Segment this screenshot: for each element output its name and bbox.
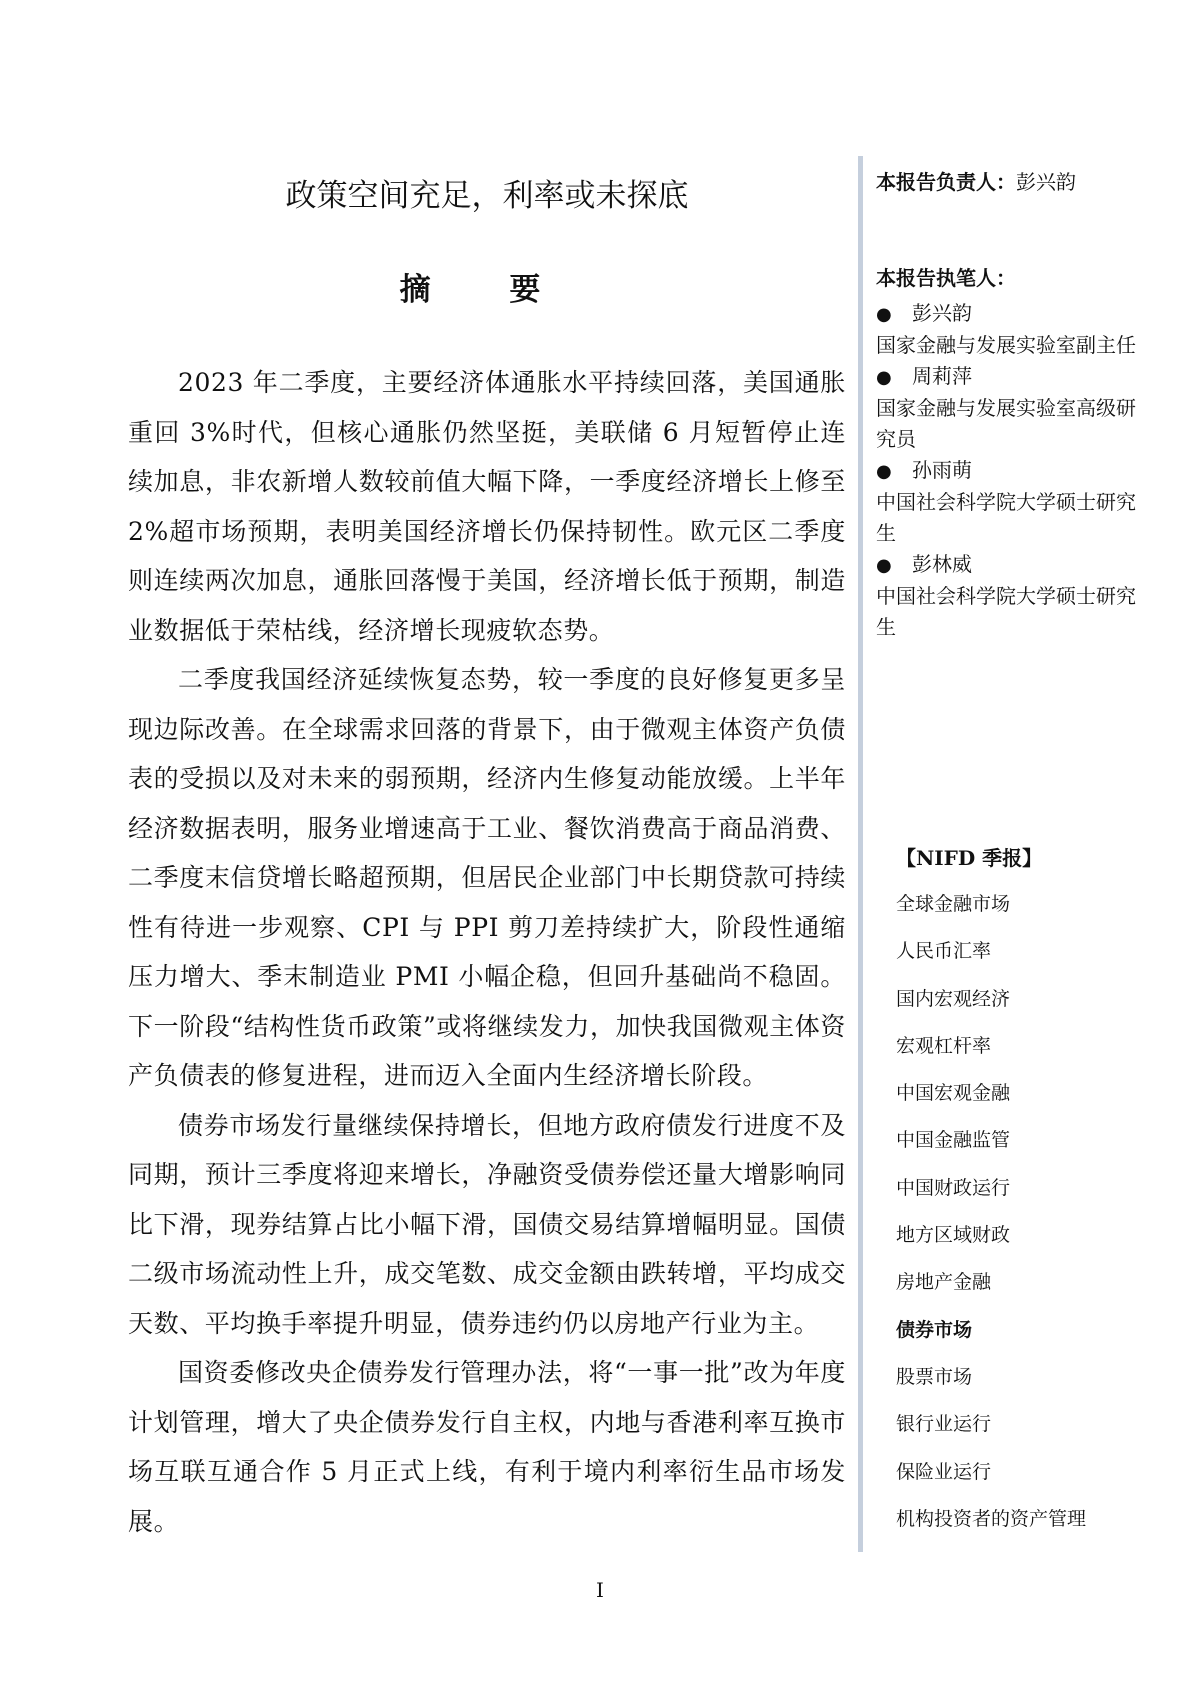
nifd-item: 全球金融市场: [896, 893, 1011, 915]
paragraph: 2023 年二季度，主要经济体通胀水平持续回落，美国通胀重回 3%时代，但核心通胀仍然坚挺，美联储 6 月短暂停止连续加息，非农新增人数较前值大幅下降，一季度经济增长上修至 2%超市场预期，表明美国经济增长仍保持韧性。欧元区二季度则连续两次加息，通胀回落慢于美国，经济增长低于预期，制造业数据低于荣枯线，经济增长现疲软态势。: [128, 368, 846, 645]
abstract-body: [128, 358, 846, 1546]
bullet-icon: ●: [876, 461, 892, 482]
nifd-series-title: 【NIFD 季报】: [896, 846, 1043, 870]
nifd-item: 宏观杠杆率: [896, 1034, 992, 1057]
nifd-item: 房地产金融: [896, 1271, 992, 1294]
bullet-icon: ●: [876, 304, 892, 325]
paragraph: 二季度我国经济延续恢复态势，较一季度的良好修复更多呈现边际改善。在全球需求回落的背景下，由于微观主体资产负债表的受损以及对未来的弱预期，经济内生修复动能放缓。上半年经济数据表明，服务业增速高于工业、餐饮消费高于商品消费、二季度末信贷增长略超预期，但居民企业部门中长期贷款可持续性有待进一步观察、CPI 与 PPI 剪刀差持续扩大，阶段性通缩压力增大、季末制造业 PMI 小幅企稳，但回升基础尚不稳固。下一阶段“结构性货币政策”或将继续发力，加快我国微观主体资产负债表的修复进程，进而迈入全面内生经济增长阶段。: [128, 665, 846, 1090]
nifd-item: 机构投资者的资产管理: [896, 1507, 1087, 1530]
author-title: 国家金融与发展实验室高级研究员: [876, 396, 1136, 451]
sidebar-divider: [858, 156, 863, 1552]
bullet-icon: ●: [876, 367, 892, 388]
nifd-series-list: [896, 842, 1156, 1543]
nifd-item: 国内宏观经济: [896, 987, 1011, 1010]
report-title: 政策空间充足，利率或未探底: [285, 178, 689, 214]
author-entry: [876, 549, 1136, 643]
author-name: 周莉萍: [912, 364, 972, 388]
nifd-item: 股票市场: [896, 1365, 973, 1388]
abstract-heading: 摘 要: [399, 272, 575, 308]
paragraph: 债券市场发行量继续保持增长，但地方政府债发行进度不及同期，预计三季度将迎来增长，净融资受债券偿还量大增影响同比下滑，现券结算占比小幅下滑，国债交易结算增幅明显。国债二级市场流动性上升，成交笔数、成交金额由跌转增，平均成交天数、平均换手率提升明显，债券违约仍以房地产行业为主。: [128, 1110, 846, 1338]
nifd-item: 人民币汇率: [896, 940, 992, 963]
nifd-item: 地方区域财政: [896, 1224, 1011, 1247]
nifd-item: 中国财政运行: [896, 1176, 1011, 1199]
author-list: [876, 298, 1136, 643]
nifd-item: 银行业运行: [896, 1413, 992, 1436]
nifd-item: 债券市场: [896, 1318, 973, 1341]
lead-author-name: 彭兴韵: [1016, 170, 1076, 194]
author-entry: [876, 298, 1136, 361]
author-title: 中国社会科学院大学硕士研究生: [876, 584, 1136, 639]
nifd-item: 中国金融监管: [896, 1129, 1011, 1152]
author-entry: [876, 361, 1136, 455]
author-name: 彭林威: [912, 552, 972, 576]
nifd-item: 保险业运行: [896, 1460, 992, 1483]
lead-author: [876, 166, 1136, 195]
paragraph: 国资委修改央企债券发行管理办法，将“一事一批”改为年度计划管理，增大了央企债券发行自主权，内地与香港利率互换市场互联互通合作 5 月正式上线，有利于境内利率衍生品市场发展。: [128, 1358, 846, 1536]
lead-author-label: 本报告负责人：: [876, 170, 1016, 194]
author-name: 孙雨萌: [912, 458, 972, 482]
bullet-icon: ●: [876, 555, 892, 576]
nifd-item: 中国宏观金融: [896, 1082, 1011, 1105]
authors-heading: 本报告执笔人：: [876, 266, 1016, 290]
author-entry: [876, 455, 1136, 549]
author-title: 国家金融与发展实验室副主任: [876, 333, 1136, 357]
page-number: I: [596, 1578, 604, 1602]
author-title: 中国社会科学院大学硕士研究生: [876, 490, 1136, 545]
author-name: 彭兴韵: [912, 301, 972, 325]
